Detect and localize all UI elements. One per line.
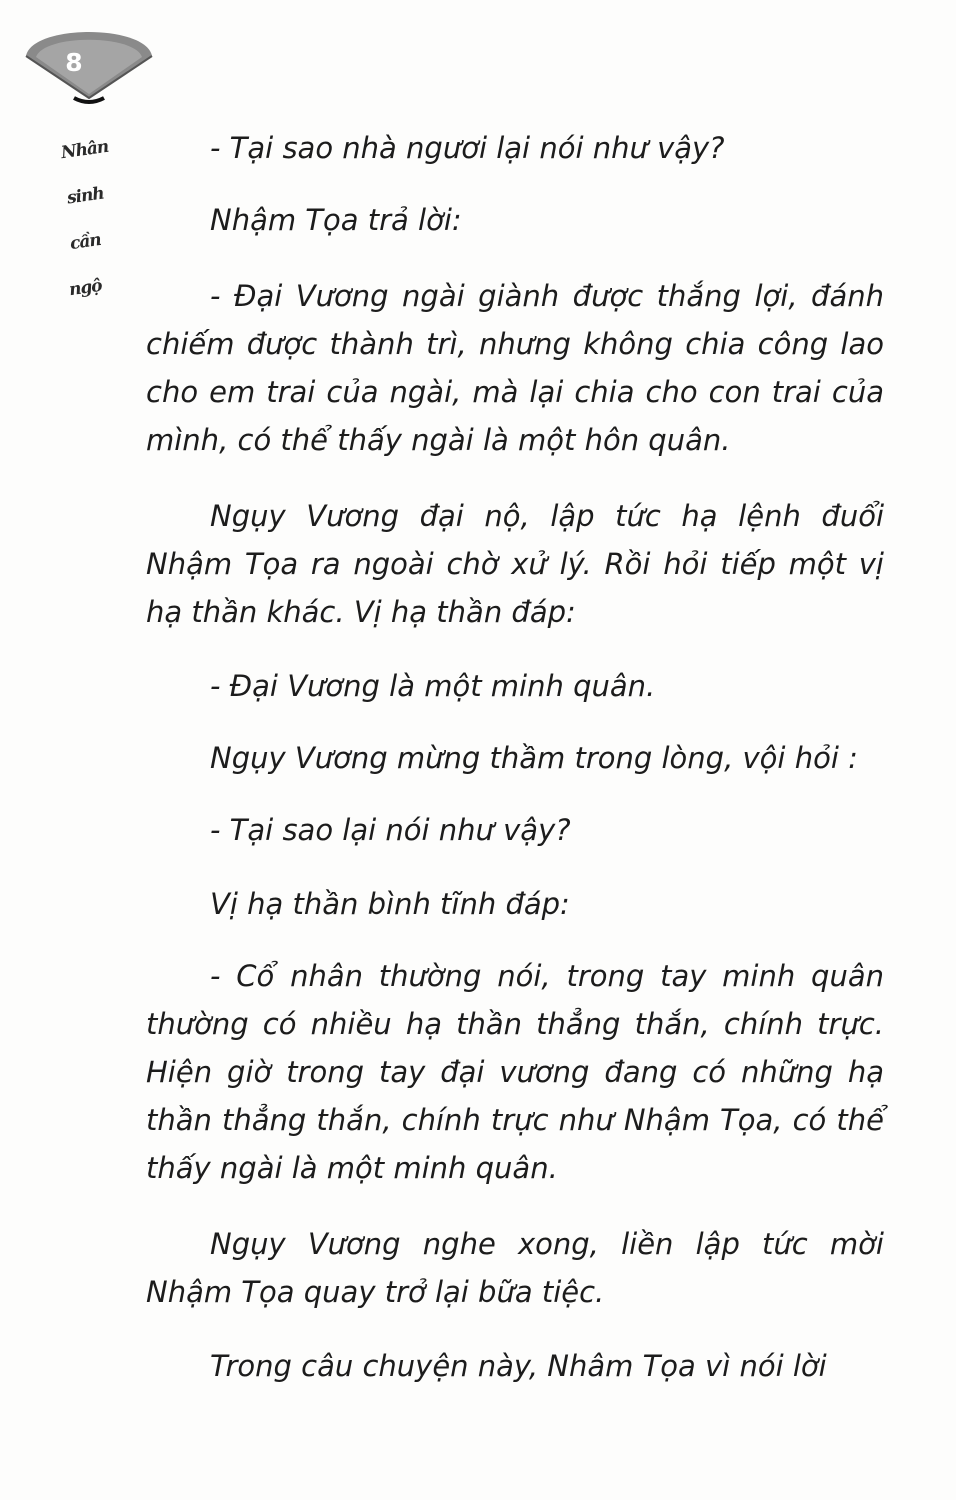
paragraph: Ngụy Vương mừng thầm trong lòng, vội hỏi : <box>210 741 858 775</box>
paragraph: Ngụy Vương đại nộ, lập tức hạ lệnh đuổi Nhậm Tọa ra ngoài chờ xử lý. Rồi hỏi tiếp một vị hạ thần khác. Vị hạ thần đáp: <box>146 499 884 629</box>
paragraph: Trong câu chuyện này, Nhâm Tọa vì nói lời <box>210 1349 827 1383</box>
side-title-word: Nhân <box>60 136 110 164</box>
side-title-word: cần <box>68 229 102 255</box>
paragraph: Ngụy Vương nghe xong, liền lập tức mời Nhậm Tọa quay trở lại bữa tiệc. <box>146 1227 884 1309</box>
paragraph: Nhậm Tọa trả lời: <box>210 203 462 237</box>
side-title-word: sinh <box>65 183 105 209</box>
paragraph: - Đại Vương là một minh quân. <box>210 669 656 703</box>
paragraph: - Cổ nhân thường nói, trong tay minh quân thường có nhiều hạ thần thẳng thắn, chính trực. Hiện giờ trong tay đại vương đang có những hạ thần thẳng thắn, chính trực như Nhậm Tọa, có thể thấy ngài là một minh quân. <box>146 959 884 1185</box>
paragraph: - Tại sao lại nói như vậy? <box>210 813 571 847</box>
side-title-word: ngộ <box>67 275 103 301</box>
paragraph: Vị hạ thần bình tĩnh đáp: <box>210 887 570 921</box>
side-title <box>50 136 120 301</box>
paragraph: - Tại sao nhà ngươi lại nói như vậy? <box>210 131 725 165</box>
paragraph: - Đại Vương ngài giành được thắng lợi, đánh chiếm được thành trì, nhưng không chia công lao cho em trai của ngài, mà lại chia cho con trai của mình, có thể thấy ngài là một hôn quân. <box>146 279 884 457</box>
page-number: 8 <box>65 48 83 77</box>
